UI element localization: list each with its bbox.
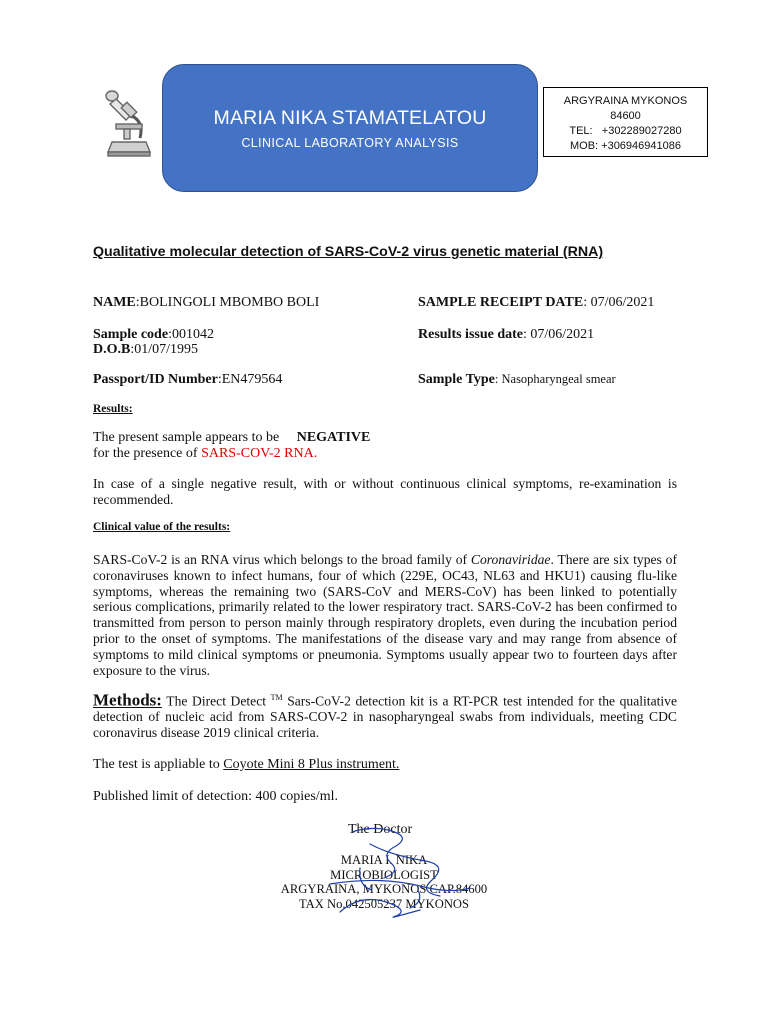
results-line-1 (93, 430, 370, 446)
document-title: Qualitative molecular detection of SARS-CoV-2 virus genetic material (RNA) (93, 244, 604, 260)
detection-limit: Published limit of detection: 400 copies/ml. (93, 789, 338, 804)
results-issue-date (418, 327, 594, 343)
issue-value: : 07/06/2021 (523, 327, 595, 342)
contact-postcode: 84600 (610, 110, 641, 122)
receipt-value: : 07/06/2021 (583, 295, 655, 310)
methods-paragraph (93, 690, 677, 741)
issue-label: Results issue date (418, 327, 524, 342)
methods-heading: Methods: (93, 690, 162, 710)
dob-value: :01/07/1995 (130, 342, 199, 357)
doctor-name: MARIA I. NIKA (340, 853, 428, 867)
name-value: :BOLINGOLI MBOMBO BOLI (135, 295, 320, 310)
receipt-label: SAMPLE RECEIPT DATE (418, 295, 584, 310)
passport-value: :EN479564 (217, 372, 283, 387)
lab-header-banner (162, 64, 538, 192)
name-label: NAME (93, 295, 136, 310)
results-line-2 (93, 446, 317, 462)
code-label: Sample code (93, 327, 169, 342)
contact-box (543, 87, 708, 157)
doctor-signature (300, 824, 480, 920)
patient-name (93, 295, 319, 311)
result-status: NEGATIVE (296, 430, 371, 445)
results-heading: Results: (93, 403, 133, 415)
lab-name: MARIA NIKA STAMATELATOU (213, 107, 487, 129)
contact-tel: TEL: +302289027280 (569, 125, 682, 137)
doctor-role: MICROBIOLOGIST (330, 867, 438, 882)
applicable-lead: The test is appliable to (93, 757, 224, 772)
sample-receipt-date (418, 295, 654, 311)
clinical-paragraph (93, 552, 677, 678)
sample-code (93, 327, 214, 343)
clinical-family: Coronaviridae (470, 552, 551, 567)
microscope-icon (102, 86, 154, 158)
methods-text-a: The Direct Detect (161, 693, 271, 709)
type-label: Sample Type (418, 372, 495, 387)
passport-id (93, 372, 282, 388)
trademark: TM (270, 693, 283, 702)
clinical-body: . There are six types of coronaviruses known to infect humans, four of which (229E, OC43, NL63 and HKU1) causing flu-like symptoms, whereas the remaining two (SARS-CoV and MERS-CoV) has been linked to potentially serious complications, primarily related to the lower respiratory tract. SARS-CoV-2 has been confirmed to transmitted from person to person mainly through respiratory droplets, even during the incubation period prior to the onset of symptoms. The manifestations of the disease vary and may range from absence of symptoms to mild clinical symptoms or pneumonia. Symptoms usually appear two to fourteen days after exposure to the virus. (93, 552, 677, 678)
clinical-lead: SARS-CoV-2 is an RNA virus which belongs to the broad family of (93, 552, 468, 567)
lab-subtitle: CLINICAL LABORATORY ANALYSIS (241, 136, 459, 150)
doctor-tax: TAX No.042505237 MYKONOS (298, 896, 470, 911)
contact-address: ARGYRAINA MYKONOS (563, 95, 688, 107)
dob-label: D.O.B (93, 342, 131, 357)
results-intro: The present sample appears to be (93, 430, 280, 445)
results-note: In case of a single negative result, with or without continuous clinical symptoms, re-examination is recommended. (93, 476, 677, 507)
instrument-name: Coyote Mini 8 Plus instrument. (223, 757, 400, 772)
code-value: :001042 (168, 327, 214, 342)
sample-type (418, 372, 616, 388)
doctor-title: The Doctor (348, 822, 413, 837)
results-presence: for the presence of (93, 446, 198, 461)
result-target: SARS-COV-2 RNA. (201, 446, 318, 461)
clinical-heading: Clinical value of the results: (93, 521, 231, 533)
type-value: : Nasopharyngeal smear (494, 372, 616, 386)
applicable-line (93, 757, 399, 773)
methods-text-b: Sars-CoV-2 detection kit is a RT-PCR test intended for the qualitative detection of nucleic acid from SARS-COV-2 in nasopharyngeal swabs from individuals, meeting CDC coronavirus disease 2019 clinical criteria. (93, 693, 677, 741)
date-of-birth (93, 342, 198, 358)
doctor-address: ARGYRAINA, MYKONOS CAP.84600 (280, 882, 488, 897)
passport-label: Passport/ID Number (93, 372, 218, 387)
contact-mob: MOB: +306946941086 (569, 140, 681, 152)
